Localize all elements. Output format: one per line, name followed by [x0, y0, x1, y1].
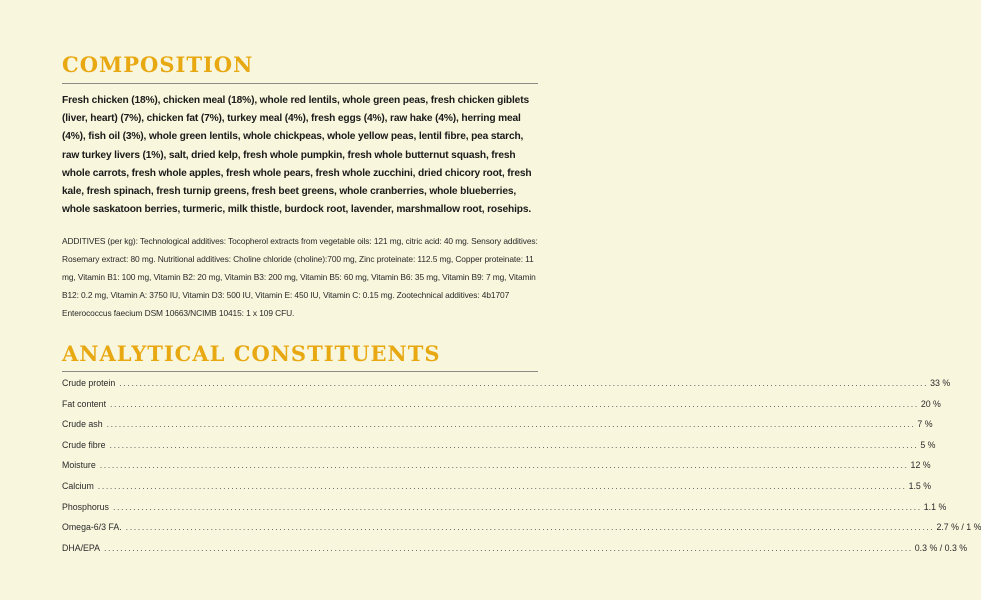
constituent-label: Crude protein: [62, 378, 116, 388]
constituent-value: 12 %: [910, 460, 931, 471]
constituent-value: 33 %: [930, 378, 951, 388]
constituent-row-crude-protein: [62, 378, 951, 399]
constituent-value: 7 %: [917, 419, 933, 430]
dot-leader: ........................................................................................................................................................................................................: [109, 439, 919, 450]
dot-leader: ........................................................................................................................................................................................................: [112, 501, 922, 512]
constituent-row-moisture: [62, 460, 931, 481]
ingredients-text: Fresh chicken (18%), chicken meal (18%), whole red lentils, whole green peas, fresh chicken giblets (liver, heart) (7%), chicken fat (7%), turkey meal (4%), fresh eggs (4%), raw hake (4%), herring meal (4%), fish oil (3%), whole green lentils, whole chickpeas, whole yellow peas, lentil fibre, pea starch, raw turkey livers (1%), salt, dried kelp, fresh whole pumpkin, fresh whole butternut squash, fresh whole carrots, fresh whole apples, fresh whole pears, fresh whole zucchini, dried chicory root, fresh kale, fresh spinach, fresh turnip greens, fresh beet greens, whole cranberries, whole blueberries, whole saskatoon berries, turmeric, milk thistle, burdock root, lavender, marshmallow root, rosehips.: [62, 95, 532, 216]
dot-leader: ........................................................................................................................................................................................................: [119, 378, 929, 388]
constituent-label: DHA/EPA: [62, 542, 100, 553]
constituents-list: [62, 378, 981, 563]
dot-leader: ........................................................................................................................................................................................................: [103, 542, 913, 553]
constituent-value: 5 %: [920, 439, 936, 450]
dot-leader: ........................................................................................................................................................................................................: [106, 419, 916, 430]
constituent-row-omega: [62, 522, 981, 543]
constituent-label: Fat content: [62, 398, 107, 409]
constituent-label: Phosphorus: [62, 501, 109, 512]
constituent-value: 2.7 % / 1 %: [936, 522, 981, 533]
constituent-row-crude-fibre: [62, 439, 936, 461]
constituent-label: Crude fibre: [62, 439, 106, 450]
constituent-row-dha-epa: [62, 542, 968, 564]
composition-divider: [62, 83, 538, 84]
constituent-label: Crude ash: [62, 419, 103, 430]
constituent-row-fat-content: [62, 398, 941, 420]
constituent-value: 20 %: [920, 398, 941, 409]
constituent-label: Calcium: [62, 480, 94, 491]
analytical-divider: [62, 371, 538, 372]
dot-leader: ........................................................................................................................................................................................................: [110, 398, 919, 409]
constituent-value: 1.1 %: [923, 501, 947, 512]
constituent-label: Omega-6/3 FA.: [62, 522, 122, 533]
constituent-label: Moisture: [62, 460, 96, 471]
dot-leader: ........................................................................................................................................................................................................: [125, 522, 935, 533]
constituent-row-calcium: [62, 480, 932, 502]
constituent-value: 0.3 % / 0.3 %: [914, 542, 968, 553]
dot-leader: ........................................................................................................................................................................................................: [97, 480, 907, 491]
constituent-row-crude-ash: [62, 419, 933, 440]
additives-text: ADDITIVES (per kg): Technological additives: Tocopherol extracts from vegetable oils: 121 mg, citric acid: 40 mg. Sensory additives: Rosemary extract: 80 mg. Nutritional additives: Choline chloride (choline):700 mg, Zinc proteinate: 112.5 mg, Copper proteinate: 11 mg, Vitamin B1: 100 mg, Vitamin B2: 20 mg, Vitamin B3: 200 mg, Vitamin B5: 60 mg, Vitamin B6: 35 mg, Vitamin B9: 7 mg, Vitamin B12: 0.2 mg, Vitamin A: 3750 IU, Vitamin D3: 500 IU, Vitamin E: 450 IU, Vitamin C: 0.15 mg. Zootechnical additives: 4b1707 Enterococcus faecium DSM 10663/NCIMB 10415: 1 x 109 CFU.: [62, 236, 538, 318]
composition-title: COMPOSITION: [62, 52, 254, 77]
analytical-constituents-title: ANALYTICAL CONSTITUENTS: [62, 341, 441, 366]
constituent-row-phosphorus: [62, 501, 947, 523]
dot-leader: ........................................................................................................................................................................................................: [99, 460, 909, 471]
constituent-value: 1.5 %: [908, 480, 932, 491]
